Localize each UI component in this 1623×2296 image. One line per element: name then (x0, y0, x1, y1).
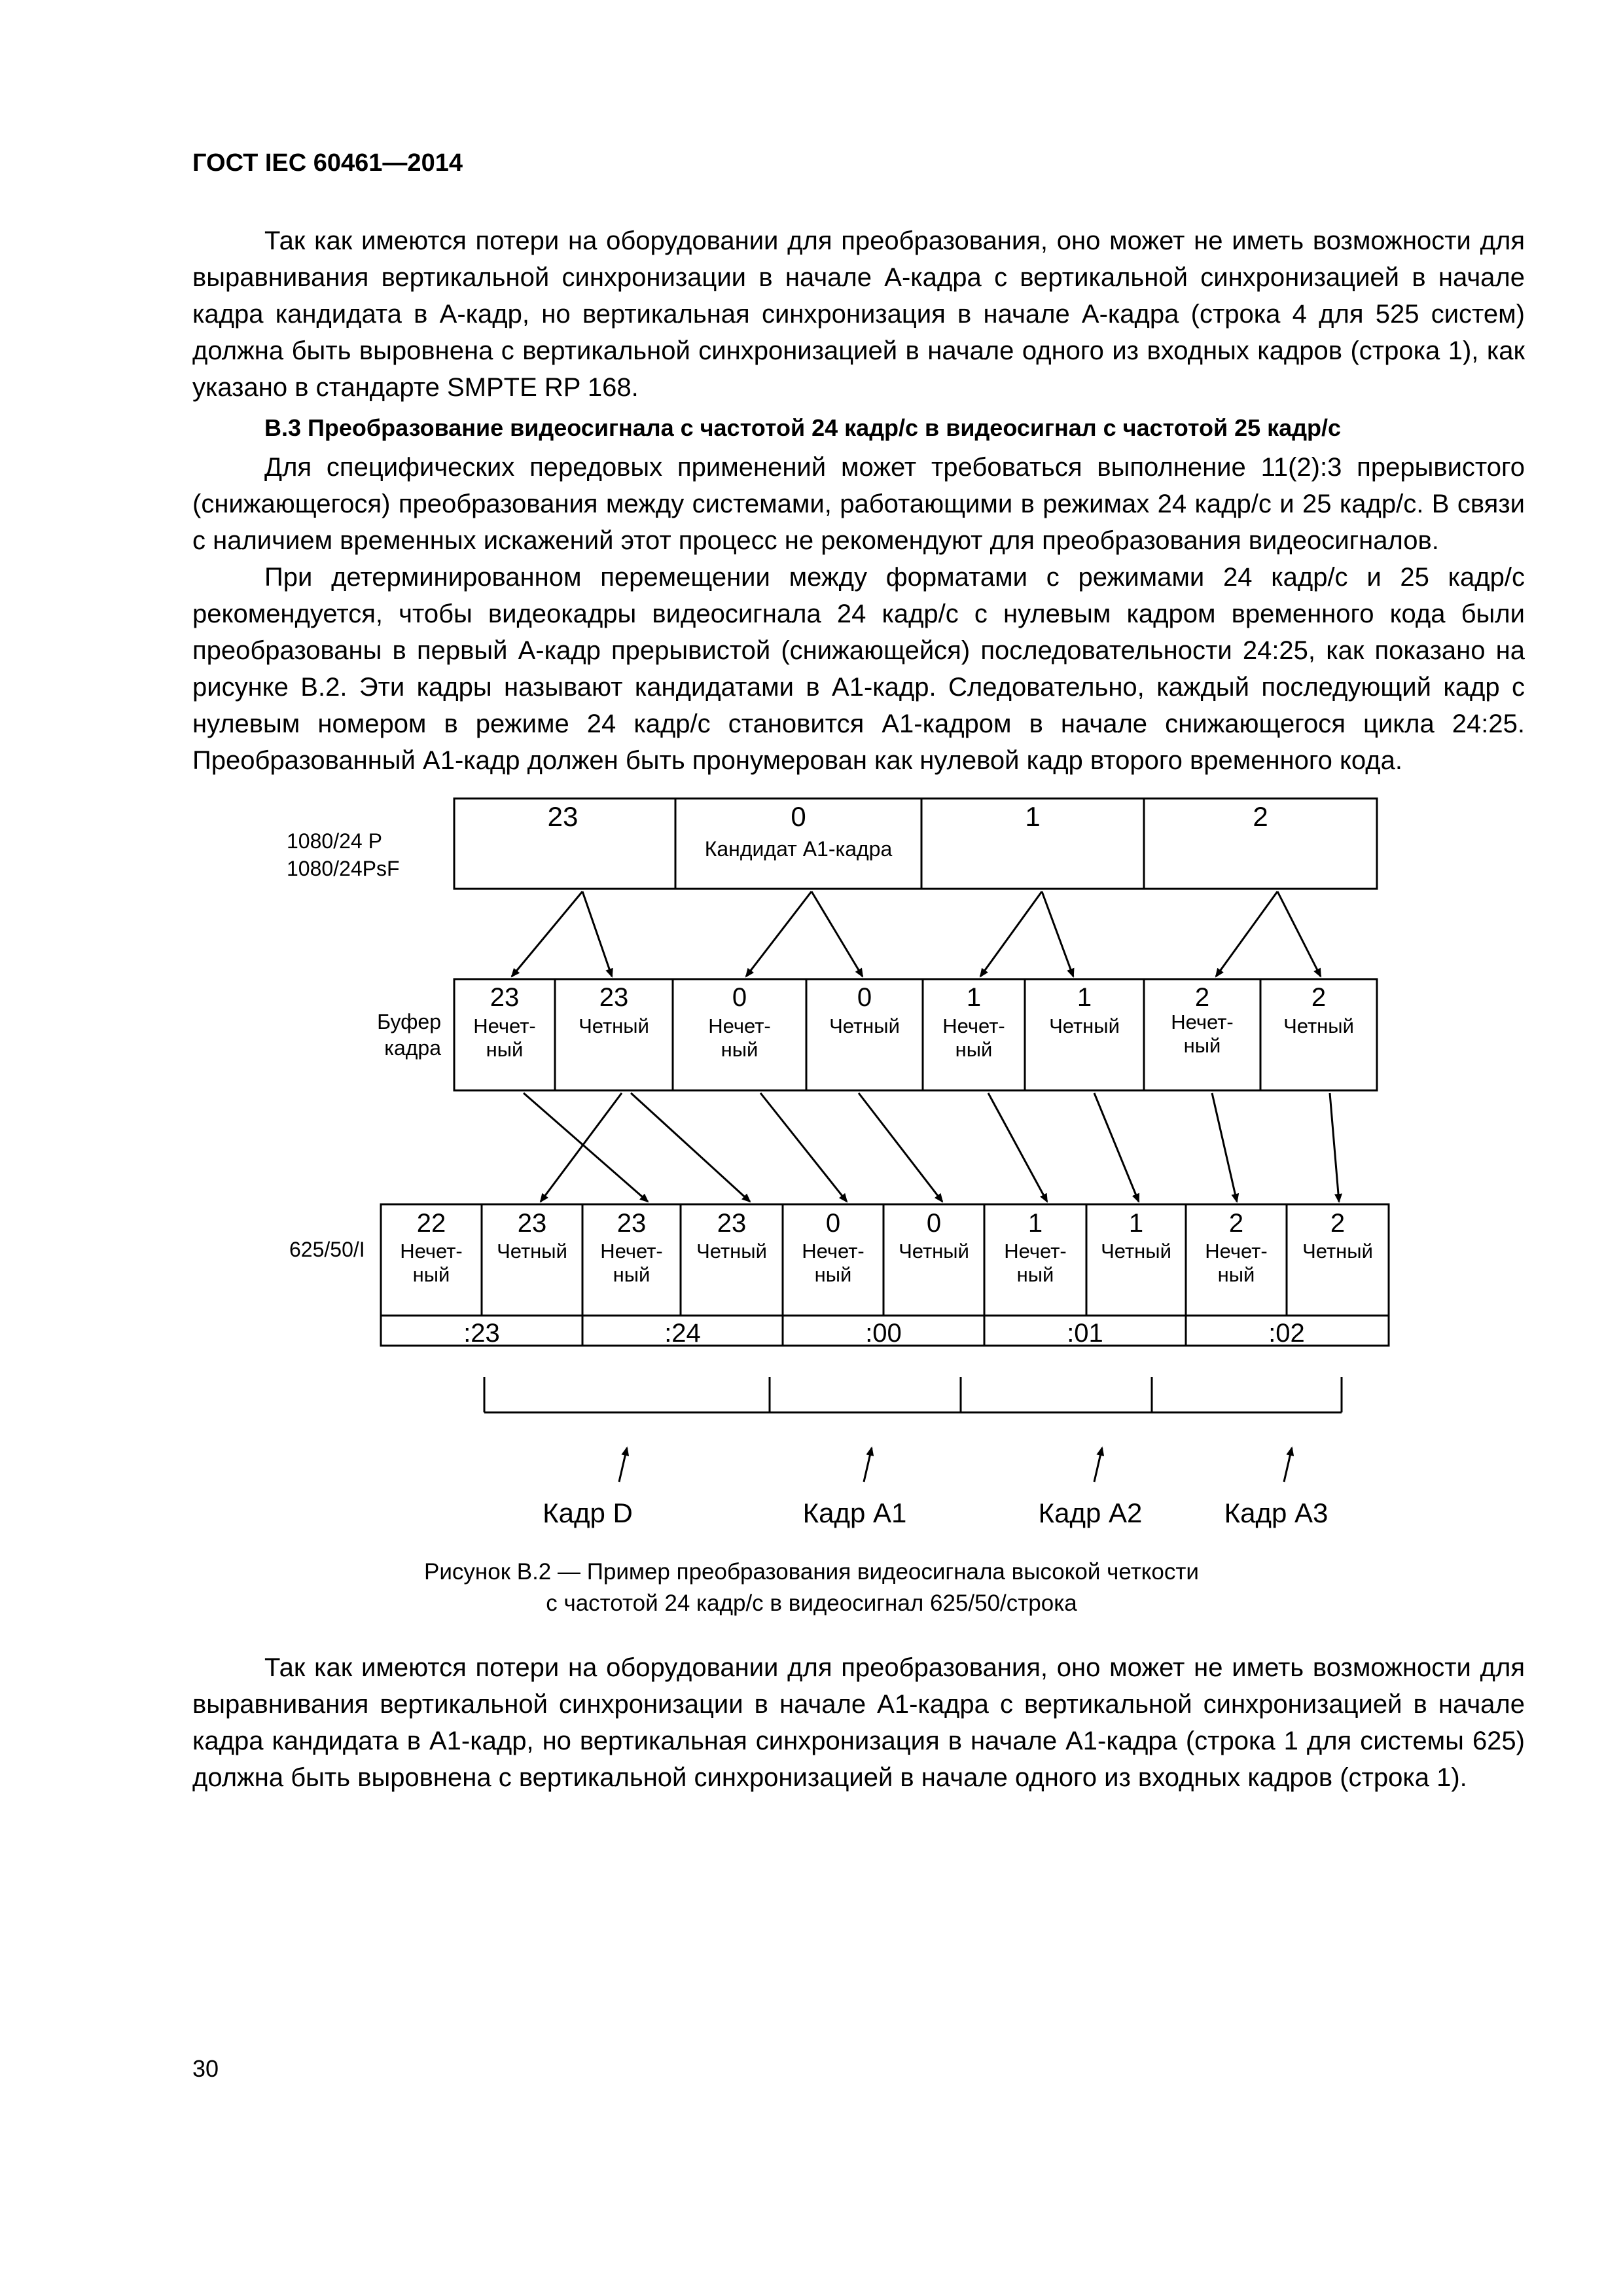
timecode: :02 (1268, 1319, 1305, 1348)
frame-pointer-arrows (619, 1448, 1292, 1482)
field-num: 23 (517, 1209, 547, 1238)
field-parity: Нечет- (1205, 1240, 1268, 1263)
field-parity: Нечет- (708, 1014, 771, 1037)
field-num: 0 (926, 1209, 942, 1238)
field-parity: Четный (497, 1240, 567, 1263)
field-num: 23 (717, 1209, 747, 1238)
figure-caption (0, 1556, 1623, 1619)
row1-candidate-label: Кандидат А1-кадра (704, 837, 893, 861)
row3-label: 625/50/I (289, 1238, 365, 1261)
frame-label-a2: Кадр А2 (1038, 1498, 1143, 1528)
field-parity: Четный (899, 1240, 969, 1263)
field-num: 1 (1027, 1209, 1043, 1238)
row2-label-line2: кадра (384, 1036, 441, 1060)
field-num: 2 (1228, 1209, 1244, 1238)
field-parity: ный (955, 1038, 993, 1061)
frame-label-d: Кадр D (543, 1498, 633, 1528)
frame-label-a3: Кадр А3 (1224, 1498, 1329, 1528)
field-num: 1 (966, 983, 982, 1012)
row1-label-line2: 1080/24PsF (287, 857, 400, 880)
field-parity: ный (721, 1038, 758, 1061)
row3-field-labels (417, 1209, 1345, 1238)
paragraph: При детерминированном перемещении между форматами с режимами 24 кадр/с и 25 кадр/с рекомендуется, чтобы видеокадры видеосигнала 24 кадр/с с нулевым кадром временного кода были преобразованы в первый А-кадр прерывистой (снижающейся) последовательности 24:25, как показано на рисунке В.2. Эти кадры называют кандидатами в А1-кадр. Следовательно, каждый последующий кадр с нулевым номером в режиме 24 кадр/с становится А1-кадром в начале снижающегося цикла 24:25. Преобразованный А1-кадр должен быть пронумерован как нулевой кадр второго временного кода. (192, 563, 1525, 775)
field-parity: ный (1217, 1263, 1255, 1286)
field-num: 1 (1128, 1209, 1144, 1238)
timecode-labels (463, 1319, 1305, 1348)
field-parity: Нечет- (802, 1240, 865, 1263)
section-heading: В.3 Преобразование видеосигнала с частотой 24 кадр/с в видеосигнал с частотой 25 кадр/с (264, 414, 1342, 441)
field-num: 23 (616, 1209, 647, 1238)
timecode: :23 (463, 1319, 500, 1348)
field-parity: Нечет- (473, 1014, 536, 1037)
frame-label-a1: Кадр А1 (802, 1498, 907, 1528)
field-parity: Четный (696, 1240, 767, 1263)
caption-line-2: с частотой 24 кадр/с в видеосигнал 625/50/строка (546, 1590, 1077, 1616)
field-parity: Четный (1049, 1014, 1120, 1037)
row1-frames (454, 798, 1377, 889)
field-parity: ный (1016, 1263, 1054, 1286)
paragraph: Для специфических передовых применений может требоваться выполнение 11(2):3 прерывистого (снижающегося) преобразования между системами, работающими в режимах 24 кадр/с и 25 кадр/с. В связи с наличием временных искажений этот процесс не рекомендуют для преобразования видеосигналов. (192, 453, 1525, 555)
paragraph: Так как имеются потери на оборудовании для преобразования, оно может не иметь возможности для выравнивания вертикальной синхронизации в начале А-кадра с вертикальной синхронизацией в начале кадра кандидата в А-кадр, но вертикальная синхронизация в начале А-кадра (строка 4 для 525 систем) должна быть выровнена с вертикальной синхронизацией в начале одного из входных кадров (строка 1), как указано в стандарте SMPTE RP 168. (192, 226, 1525, 402)
field-num: 22 (416, 1209, 446, 1238)
field-parity: Четный (579, 1014, 649, 1037)
field-parity: Четный (829, 1014, 900, 1037)
field-num: 0 (857, 983, 872, 1012)
row2-to-row3-arrows (524, 1093, 1339, 1202)
row1-to-row2-arrows (512, 891, 1321, 977)
text-block-top (192, 223, 1525, 779)
row1-label-line1: 1080/24 P (287, 829, 382, 853)
field-num: 23 (490, 983, 520, 1012)
conversion-diagram (0, 785, 1623, 1636)
field-num: 2 (1194, 983, 1210, 1012)
field-num: 0 (732, 983, 747, 1012)
frame-labels (543, 1498, 1328, 1528)
document-header: ГОСТ IEC 60461—2014 (192, 149, 463, 177)
field-num: 23 (599, 983, 629, 1012)
page-number: 30 (192, 2055, 219, 2082)
field-parity: Нечет- (1171, 1011, 1234, 1033)
field-parity: ный (613, 1263, 651, 1286)
row3-field-parity (400, 1240, 1373, 1286)
field-parity: ный (814, 1263, 852, 1286)
field-parity: Четный (1283, 1014, 1354, 1037)
field-parity: ный (412, 1263, 450, 1286)
row2-field-parity (473, 1011, 1354, 1061)
timecode: :01 (1067, 1319, 1103, 1348)
row1-frame-2: 2 (1253, 801, 1268, 832)
paragraph: Так как имеются потери на оборудовании для преобразования, оно может не иметь возможности для выравнивания вертикальной синхронизации в начале А1-кадра с вертикальной синхронизацией в начале кадра кандидата в А1-кадр, но вертикальная синхронизация в начале А1-кадра (строка 1 для системы 625) должна быть выровнена с вертикальной синхронизацией в начале одного из входных кадров (строка 1). (192, 1653, 1525, 1792)
field-parity: ный (486, 1038, 524, 1061)
text-block-bottom (192, 1649, 1525, 1796)
field-parity: Четный (1101, 1240, 1171, 1263)
caption-line-1: Рисунок В.2 — Пример преобразования видеосигнала высокой четкости (424, 1559, 1199, 1585)
field-parity: ный (1183, 1034, 1221, 1057)
field-num: 2 (1311, 983, 1327, 1012)
row2-field-labels (490, 983, 1326, 1012)
row1-frame-1: 1 (1025, 801, 1041, 832)
field-parity: Нечет- (400, 1240, 463, 1263)
field-parity: Нечет- (942, 1014, 1005, 1037)
field-num: 1 (1077, 983, 1092, 1012)
field-parity: Четный (1302, 1240, 1373, 1263)
row2-label-line1: Буфер (377, 1010, 441, 1033)
frame-bracket (484, 1377, 1342, 1412)
timecode: :24 (664, 1319, 701, 1348)
field-parity: Нечет- (1004, 1240, 1067, 1263)
row1-frame-0: 0 (791, 801, 806, 832)
field-num: 2 (1330, 1209, 1346, 1238)
field-parity: Нечет- (600, 1240, 663, 1263)
row1-frame-23: 23 (547, 801, 579, 832)
timecode: :00 (865, 1319, 902, 1348)
field-num: 0 (825, 1209, 841, 1238)
